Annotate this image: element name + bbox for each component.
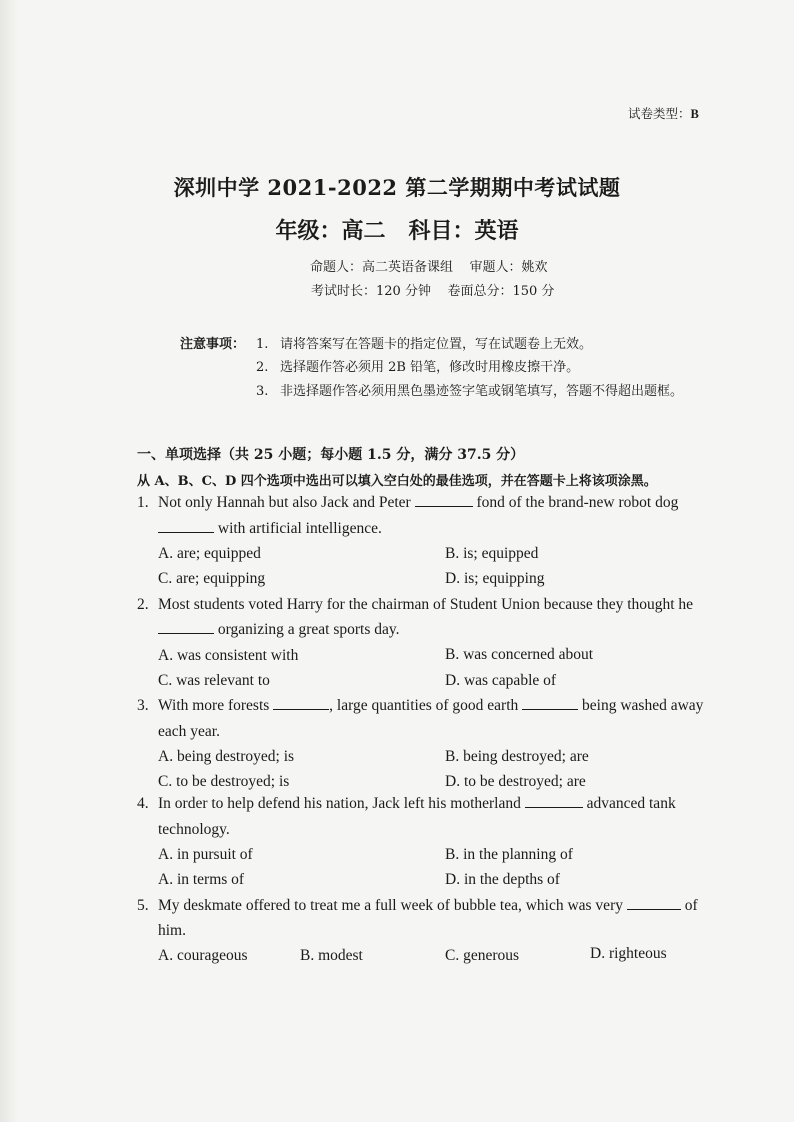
question-text	[158, 897, 698, 915]
note-text: 选择题作答必须用 2B 铅笔，修改时用橡皮擦干净。	[280, 360, 580, 375]
question-number: 3.	[137, 697, 149, 714]
exam-time-score: 考试时长：120 分钟 卷面总分：150 分	[311, 284, 555, 299]
note-item	[256, 356, 579, 375]
question-number: 5.	[137, 897, 149, 914]
paper-type-label: 试卷类型：	[628, 106, 691, 121]
exam-title: 深圳中学 2021-2022 第二学期期中考试试题	[173, 175, 621, 200]
option-c: C. was relevant to	[158, 672, 270, 689]
note-item	[256, 333, 592, 352]
question-number: 1.	[137, 494, 149, 511]
option-a: A. are; equipped	[158, 545, 261, 562]
option-b: B. was concerned about	[445, 646, 594, 663]
question-text-part: of	[684, 897, 698, 914]
question-text-part: with artificial intelligence.	[217, 520, 382, 537]
section-instruction: 从 A、B、C、D 四个选项中选出可以填入空白处的最佳选项，并在答题卡上将该项涂黑。	[137, 474, 657, 489]
answer-blank	[525, 806, 583, 808]
question-text-part: advanced tank	[586, 795, 676, 812]
question-text	[158, 494, 678, 512]
question-number: 4.	[137, 795, 149, 812]
option-d: D. is; equipping	[445, 570, 545, 587]
note-text: 请将答案写在答题卡的指定位置，写在试题卷上无效。	[280, 337, 593, 352]
exam-subtitle: 年级：高二 科目：英语	[275, 218, 519, 244]
option-d: D. righteous	[590, 945, 667, 962]
question-text: each year.	[158, 723, 220, 740]
option-c: A. in terms of	[158, 871, 245, 888]
question-text-part: , large quantities of good earth	[329, 697, 519, 714]
question-text	[158, 520, 382, 538]
question-text-part: being washed away	[582, 697, 704, 714]
question-text-part: In order to help defend his nation, Jack left his motherland	[158, 795, 521, 812]
option-d: D. was capable of	[445, 672, 557, 689]
note-number: 1.	[256, 337, 269, 352]
option-a: A. being destroyed; is	[158, 748, 295, 765]
note-number: 3.	[256, 384, 269, 399]
answer-blank	[158, 531, 214, 533]
answer-blank	[522, 708, 578, 710]
question-text-part: fond of the brand-new robot dog	[476, 494, 679, 511]
option-a: A. was consistent with	[158, 647, 299, 664]
option-d: D. in the depths of	[445, 871, 560, 888]
question-text: him.	[158, 922, 186, 939]
note-number: 2.	[256, 360, 269, 375]
option-c: C. are; equipping	[158, 570, 266, 587]
option-c: C. to be destroyed; is	[158, 773, 290, 790]
option-b: B. in the planning of	[445, 846, 573, 863]
option-b: B. modest	[300, 947, 363, 964]
option-a: A. in pursuit of	[158, 846, 253, 863]
question-text	[158, 621, 400, 639]
question-text	[158, 795, 676, 813]
option-b: B. is; equipped	[445, 545, 539, 562]
section-title: 一、单项选择（共 25 小题；每小题 1.5 分，满分 37.5 分）	[137, 447, 525, 463]
option-c: C. generous	[445, 947, 520, 964]
question-text-part: My deskmate offered to treat me a full week of bubble tea, which was very	[158, 897, 623, 914]
question-text-part: organizing a great sports day.	[217, 621, 400, 638]
answer-blank	[627, 908, 681, 910]
notes-label: 注意事项：	[180, 337, 246, 352]
note-text: 非选择题作答必须用黑色墨迹签字笔或钢笔填写，答题不得超出题框。	[280, 384, 684, 399]
answer-blank	[273, 708, 329, 710]
option-d: D. to be destroyed; are	[445, 773, 586, 790]
exam-setters: 命题人：高二英语备课组 审题人：姚欢	[310, 260, 548, 275]
note-item	[256, 380, 683, 399]
question-text: Most students voted Harry for the chairman of Student Union because they thought he	[158, 596, 694, 613]
option-a: A. courageous	[158, 947, 248, 964]
question-text	[158, 697, 703, 715]
question-text: technology.	[158, 821, 230, 838]
question-text-part: Not only Hannah but also Jack and Peter	[158, 494, 411, 511]
answer-blank	[158, 632, 214, 634]
answer-blank	[415, 505, 473, 507]
question-number: 2.	[137, 596, 149, 613]
paper-type-value: B	[690, 107, 699, 121]
paper-type	[628, 104, 699, 122]
option-b: B. being destroyed; are	[445, 748, 589, 765]
scan-margin-shadow	[0, 0, 18, 1122]
question-text-part: With more forests	[158, 697, 270, 714]
